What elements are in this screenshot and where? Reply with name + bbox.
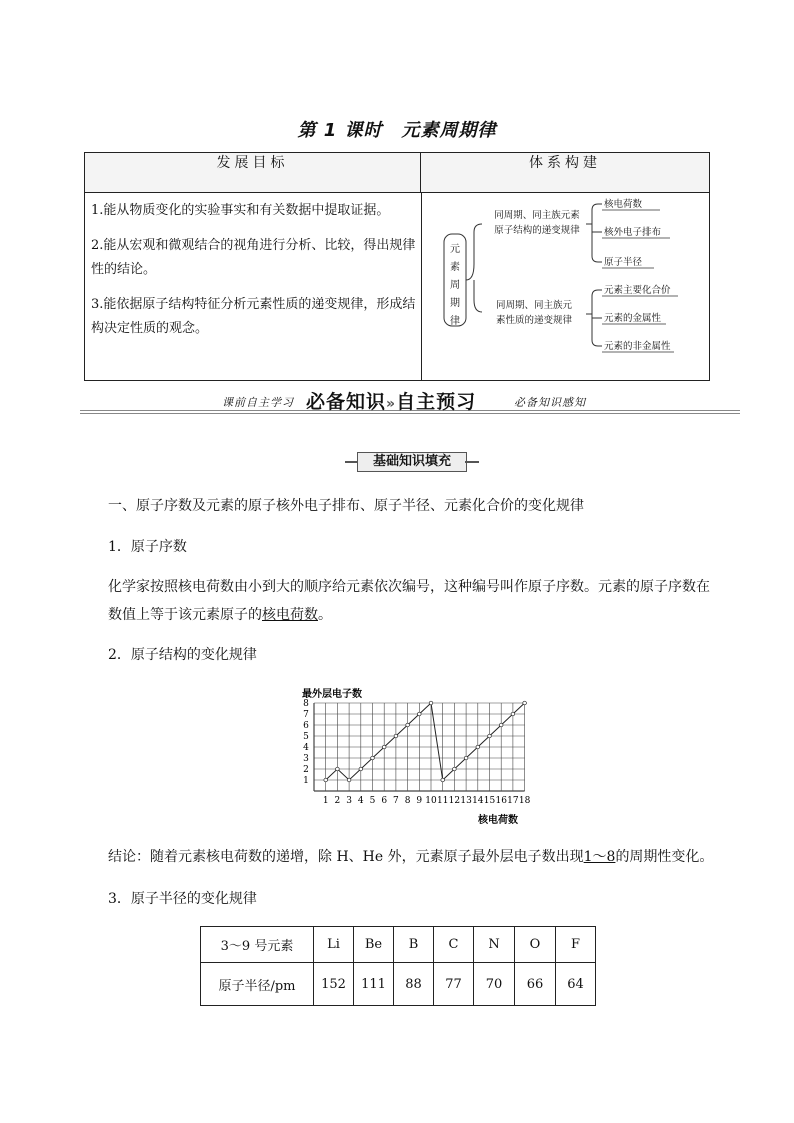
y-tick-label: 8 [303, 699, 309, 709]
radius-cell: 88 [394, 963, 434, 1006]
y-tick-label: 2 [303, 765, 309, 775]
radius-cell: 64 [556, 963, 596, 1006]
subheading-1: 1．原子序数 [108, 539, 187, 555]
data-point [464, 756, 468, 760]
conclusion: 结论：随着元素核电荷数的递增，除 H、He 外，元素原子最外层电子数出现1～8的周期性变化。 [108, 849, 714, 865]
map-leaf: 元素的金属性 [604, 313, 662, 324]
x-tick-label: 14 [472, 796, 484, 806]
concept-map [422, 194, 708, 380]
x-tick-label: 3 [346, 796, 352, 806]
map-branch-1: 同周期、同主族元素 [494, 210, 580, 221]
y-tick-label: 7 [303, 710, 309, 720]
row-label: 原子半径/pm [201, 963, 314, 1006]
radius-cell: 70 [474, 963, 515, 1006]
map-root-char: 素 [450, 262, 460, 273]
data-point [499, 723, 503, 727]
element-cell: F [556, 927, 596, 963]
data-point [324, 778, 328, 782]
x-tick-label: 4 [357, 796, 364, 806]
goals-list [91, 199, 417, 352]
element-cell: Li [314, 927, 354, 963]
banner-main: 必备知识»自主预习 [306, 391, 477, 413]
framework-header: 体系构建 [421, 153, 709, 193]
table-row [201, 963, 596, 1006]
data-point [488, 734, 492, 738]
data-point [371, 756, 375, 760]
paragraph-1: 化学家按照核电荷数由小到大的顺序给元素依次编号，这种编号叫作原子序数。元素的原子序数在数值上等于该元素原子的核电荷数。 [108, 579, 710, 623]
element-cell: N [474, 927, 515, 963]
chart-ylabel: 最外层电子数 [302, 689, 362, 700]
map-leaf: 原子半径 [604, 257, 643, 268]
x-tick-label: 15 [483, 796, 496, 806]
data-point [476, 745, 480, 749]
banner-right: 必备知识感知 [514, 396, 586, 409]
x-tick-label: 7 [393, 796, 399, 806]
y-tick-label: 5 [303, 732, 309, 742]
y-tick-label: 1 [303, 776, 309, 786]
data-point [394, 734, 398, 738]
data-point [418, 712, 422, 716]
subheading-3: 3．原子半径的变化规律 [108, 891, 257, 907]
goal-item: 3.能依据原子结构特征分析元素性质的递变规律，形成结构决定性质的观念。 [91, 297, 416, 336]
map-leaf: 元素主要化合价 [604, 285, 671, 296]
data-point [347, 778, 351, 782]
goal-item: 2.能从宏观和微观结合的视角进行分析、比较，得出规律性的结论。 [91, 238, 416, 277]
section-tag: 基础知识填充 [345, 452, 479, 470]
y-tick-label: 6 [303, 721, 309, 731]
data-point [406, 723, 410, 727]
map-leaf: 核外电子排布 [604, 227, 662, 238]
series-line [326, 703, 525, 780]
x-tick-label: 12 [448, 796, 461, 806]
section-banner [0, 386, 794, 416]
map-root-brace [466, 224, 482, 312]
x-tick-label: 2 [334, 796, 341, 806]
x-tick-label: 6 [381, 796, 388, 806]
radius-cell: 77 [434, 963, 474, 1006]
electron-chart [290, 685, 540, 827]
map-root-char: 元 [450, 244, 460, 255]
map-brace-2 [586, 290, 602, 346]
x-tick-label: 10 [425, 796, 437, 806]
element-cell: B [394, 927, 434, 963]
x-tick-label: 8 [404, 796, 411, 806]
y-tick-label: 4 [303, 743, 309, 753]
y-tick-label: 3 [303, 754, 309, 764]
goals-table [84, 152, 710, 381]
map-leaf: 核电荷数 [604, 199, 643, 210]
map-leaf: 元素的非金属性 [604, 341, 671, 352]
x-tick-label: 17 [507, 796, 519, 806]
element-cell: Be [354, 927, 394, 963]
map-branch-2: 素性质的递变规律 [495, 315, 573, 326]
radius-cell: 66 [515, 963, 556, 1006]
map-branch-2: 同周期、同主族元 [495, 300, 573, 311]
data-point [359, 767, 363, 771]
radius-cell: 152 [314, 963, 354, 1006]
heading-1: 一、原子序数及元素的原子核外电子排布、原子半径、元素化合价的变化规律 [108, 498, 584, 514]
data-point [523, 701, 527, 705]
subheading-2: 2．原子结构的变化规律 [108, 647, 257, 663]
x-tick-label: 11 [436, 796, 449, 806]
row-label: 3～9 号元素 [201, 927, 314, 963]
radius-table [200, 926, 596, 1006]
map-branch-1: 原子结构的递变规律 [494, 225, 580, 236]
goal-item: 1.能从物质变化的实验事实和有关数据中提取证据。 [91, 203, 390, 218]
x-tick-label: 13 [460, 796, 472, 806]
data-point [382, 745, 386, 749]
map-root-char: 期 [450, 298, 460, 309]
radius-cell: 111 [354, 963, 394, 1006]
x-tick-label: 1 [322, 796, 329, 806]
data-point [336, 767, 340, 771]
chart-xlabel: 核电荷数 [478, 815, 518, 826]
map-root-char: 周 [450, 280, 460, 291]
banner-left: 课前自主学习 [222, 396, 294, 409]
x-tick-label: 16 [495, 796, 507, 806]
map-brace-1 [586, 204, 602, 262]
element-cell: C [434, 927, 474, 963]
element-cell: O [515, 927, 556, 963]
goals-header: 发展目标 [85, 153, 421, 193]
x-tick-label: 9 [416, 796, 423, 806]
map-root-char: 律 [450, 316, 460, 327]
data-point [511, 712, 515, 716]
page-title: 第 1 课时 元素周期律 [297, 120, 497, 141]
x-tick-label: 18 [518, 796, 531, 806]
x-tick-label: 5 [369, 796, 376, 806]
data-point [429, 701, 433, 705]
table-row [201, 927, 596, 963]
data-point [441, 778, 445, 782]
data-point [453, 767, 457, 771]
